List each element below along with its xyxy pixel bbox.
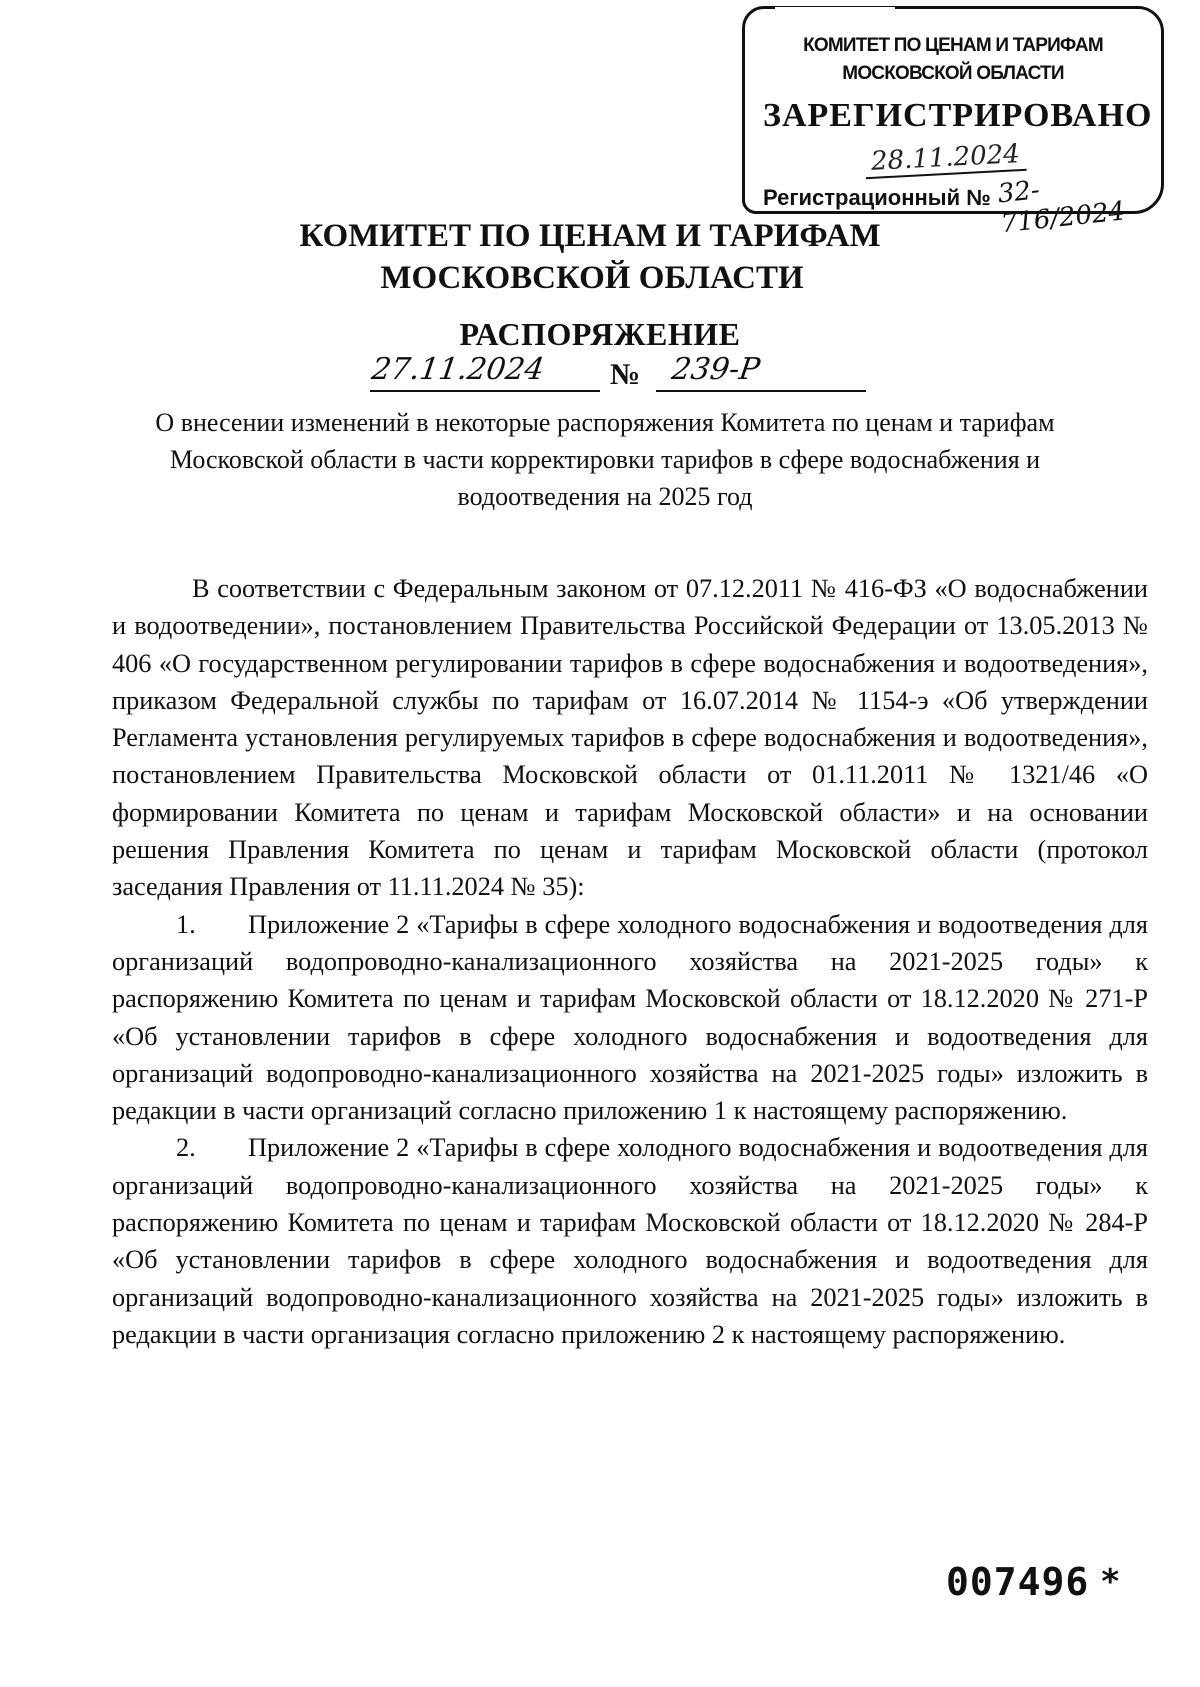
document-type-heading: РАСПОРЯЖЕНИЕ [459,316,741,352]
form-serial-number: 007496 [946,1560,1090,1604]
document-date-handwritten: 27.11.2024 [369,352,547,387]
item-text: Приложение 2 «Тарифы в сфере холодного водоснабжения и водоотведения для организаций водопроводно-канализационного хозяйства на 2021-2025 годы» к распоряжению Комитета по ценам и тарифам Московской области от 18.12.2020 № 284-Р «Об установлении тарифов в сфере холодного водоснабжения и водоотведения для организаций водопроводно-канализационного хозяйства на 2021-2025 годы» изложить в редакции в части организация согласно приложению 2 к настоящему распоряжению. [112,1133,1148,1349]
body-preamble: В соответствии с Федеральным законом от 07.12.2011 № 416-ФЗ «О водоснабжении и водоотведении», постановлением Правительства Российской Федерации от 13.05.2013 № 406 «О государственном регулировании тарифов в сфере водоснабжения и водоотведения», приказом Федеральной службы по тарифам от 16.07.2014 № 1154-э «Об утверждении Регламента установления регулируемых тарифов в сфере водоснабжения и водоотведения», постановлением Правительства Московской области от 01.11.2011 № 1321/46 «О формировании Комитета по ценам и тарифам Московской области» и на основании решения Правления Комитета по ценам и тарифам Московской области (протокол заседания Правления от 11.11.2024 № 35): [112,574,1148,902]
document-body [112,570,1148,1353]
document-date-field [369,352,600,392]
item-text: Приложение 2 «Тарифы в сфере холодного водоснабжения и водоотведения для организаций водопроводно-канализационного хозяйства на 2021-2025 годы» к распоряжению Комитета по ценам и тарифам Московской области от 18.12.2020 № 271-Р «Об установлении тарифов в сфере холодного водоснабжения и водоотведения для организаций водопроводно-канализационного хозяйства на 2021-2025 годы» изложить в редакции в части организаций согласно приложению 1 к настоящему распоряжению. [112,909,1148,1126]
stamp-handwritten-date: 28.11.2024 [864,139,1026,179]
number-sign: № [610,358,641,391]
item-number: 2. [176,1133,196,1163]
document-number-handwritten: 239-Р [669,352,763,387]
body-item [112,906,1148,1130]
stamp-org-line2: МОСКОВСКОЙ ОБЛАСТИ [842,63,1064,84]
stamp-org-line1: КОМИТЕТ ПО ЦЕНАМ И ТАРИФАМ [803,35,1103,56]
item-number: 1. [176,909,196,939]
stamp-registered-label: ЗАРЕГИСТРИРОВАНО [763,97,1153,134]
stamp-registration-label: Регистрационный № [763,185,991,210]
stamp-handwritten-reg-number: 32-716/2024 [996,175,1127,240]
stamp-border-gap [775,7,895,10]
registration-stamp [742,6,1164,240]
document-subject: О внесении изменений в некоторые распоряжения Комитета по ценам и тарифам Московской области в части корректировки тарифов в сфере водоснабжения и водоотведения на 2025 год [155,408,1055,511]
document-number-field [656,352,866,392]
serial-mark: * [1100,1562,1121,1602]
organization-title-line1: КОМИТЕТ ПО ЦЕНАМ И ТАРИФАМ [299,218,881,254]
body-item [112,1129,1148,1353]
organization-title-line2: МОСКОВСКОЙ ОБЛАСТИ [380,260,804,296]
